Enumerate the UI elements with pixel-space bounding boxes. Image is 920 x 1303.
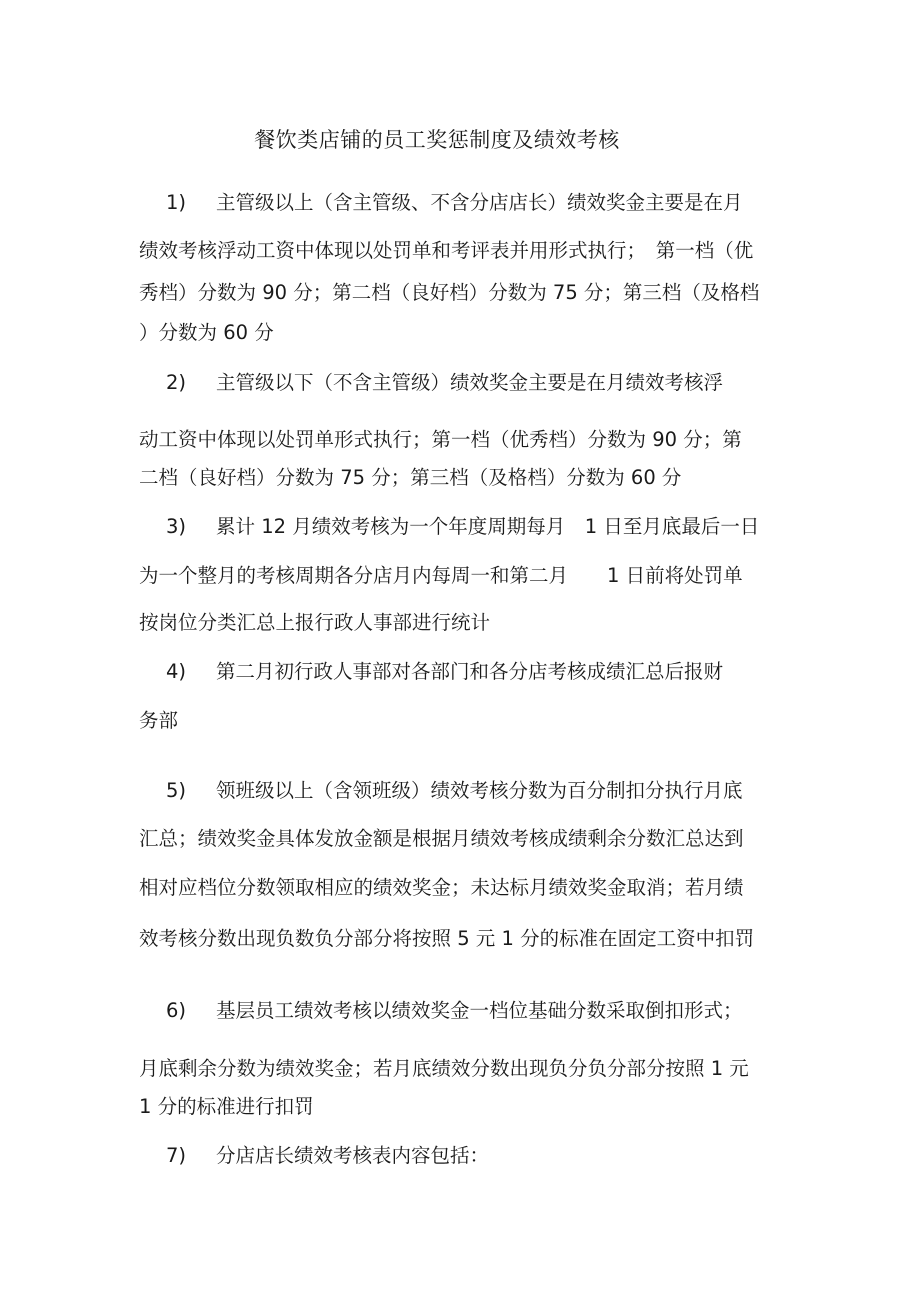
item-3-line-1: 累计 12 月绩效考核为一个年度周期每月 1 日至月底最后一日 bbox=[216, 515, 760, 538]
item-2-line-2: 动工资中体现以处罚单形式执行；第一档（优秀档）分数为 90 分；第 bbox=[139, 428, 742, 451]
item-3-line-3: 按岗位分类汇总上报行政人事部进行统计 bbox=[139, 611, 491, 634]
item-number: 3) bbox=[166, 515, 187, 538]
item-5-line-4: 效考核分数出现负数负分部分将按照 5 元 1 分的标准在固定工资中扣罚 bbox=[139, 927, 755, 950]
item-number: 7) bbox=[166, 1144, 187, 1167]
item-7-line-1: 分店店长绩效考核表内容包括： bbox=[216, 1144, 490, 1167]
item-5-line-3: 相对应档位分数领取相应的绩效奖金；未达标月绩效奖金取消；若月绩 bbox=[139, 876, 744, 899]
item-4-line-1: 第二月初行政人事部对各部门和各分店考核成绩汇总后报财 bbox=[216, 660, 724, 683]
item-6-line-3: 1 分的标准进行扣罚 bbox=[139, 1095, 314, 1118]
item-number: 1) bbox=[166, 191, 187, 214]
item-6-line-2: 月底剩余分数为绩效奖金；若月底绩效分数出现负分负分部分按照 1 元 bbox=[139, 1057, 749, 1080]
item-1-line-2: 绩效考核浮动工资中体现以处罚单和考评表并用形式执行； 第一档（优 bbox=[139, 239, 754, 262]
item-2-line-1: 主管级以下（不含主管级）绩效奖金主要是在月绩效考核浮 bbox=[216, 371, 724, 394]
item-6-line-1: 基层员工绩效考核以绩效奖金一档位基础分数采取倒扣形式； bbox=[216, 999, 743, 1022]
item-5-line-1: 领班级以上（含领班级）绩效考核分数为百分制扣分执行月底 bbox=[216, 779, 743, 802]
item-1-line-4: ）分数为 60 分 bbox=[139, 321, 274, 344]
item-number: 5) bbox=[166, 779, 187, 802]
item-number: 6) bbox=[166, 999, 187, 1022]
item-number: 2) bbox=[166, 371, 187, 394]
page-title: 餐饮类店铺的员工奖惩制度及绩效考核 bbox=[254, 128, 620, 152]
item-3-line-2: 为一个整月的考核周期各分店月内每周一和第二月 1 日前将处罚单 bbox=[139, 564, 743, 587]
item-2-line-3: 二档（良好档）分数为 75 分；第三档（及格档）分数为 60 分 bbox=[139, 466, 682, 489]
item-number: 4) bbox=[166, 660, 187, 683]
item-1-line-3: 秀档）分数为 90 分；第二档（良好档）分数为 75 分；第三档（及格档 bbox=[139, 281, 760, 304]
item-4-line-2: 务部 bbox=[139, 709, 179, 732]
item-5-line-2: 汇总；绩效奖金具体发放金额是根据月绩效考核成绩剩余分数汇总达到 bbox=[139, 827, 744, 850]
item-1-line-1: 主管级以上（含主管级、不含分店店长）绩效奖金主要是在月 bbox=[216, 191, 743, 214]
